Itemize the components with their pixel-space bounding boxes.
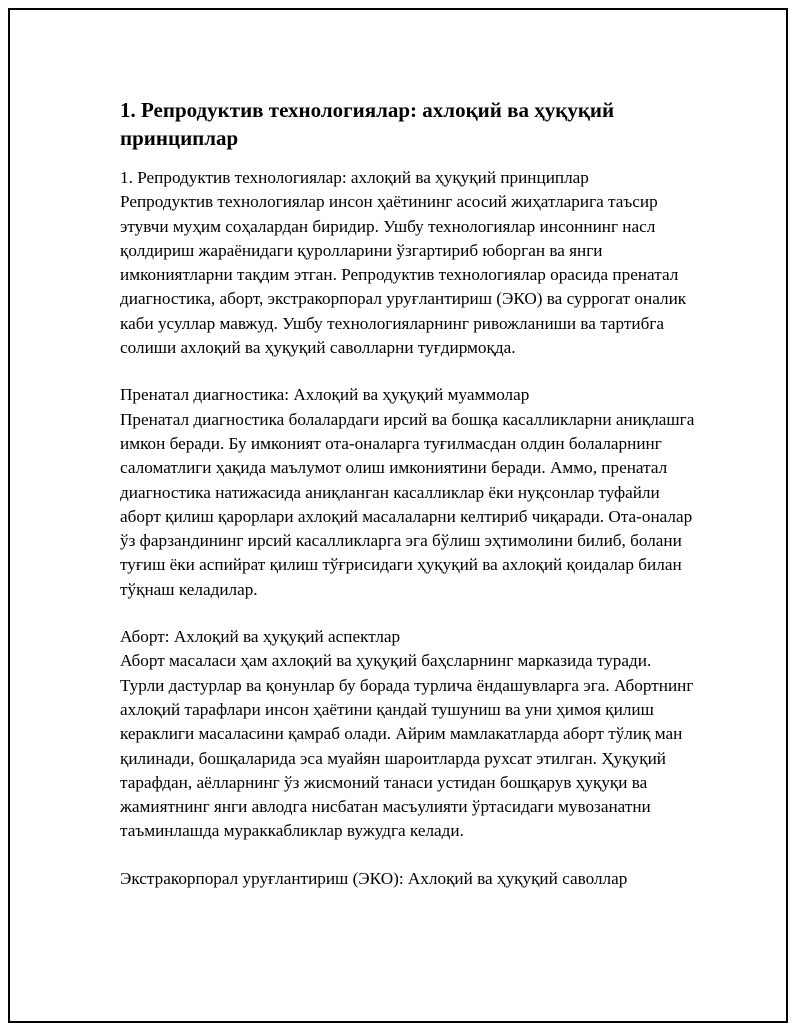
section-reproductive-technologies <box>120 166 695 360</box>
section-heading: Аборт: Ахлоқий ва ҳуқуқий аспектлар <box>120 627 401 647</box>
section-body: Пренатал диагностика болалардаги ирсий ва бошқа касалликларни аниқлашга имкон беради. Бу имконият ота-оналарга туғилмасдан олдин болаларнинг саломатлиги ҳақида маълумот олиш имкониятини беради. Аммо, пренатал диагностика натижасида аниқланган касалликлар ёки нуқсонлар туфайли аборт қилиш қарорлари ахлоқий масалаларни келтириб чиқаради. Ота-оналар ўз фарзандининг ирсий касалликларга эга бўлиш эҳтимолини билиб, болани туғиш ёки аспийрат қилиш тўғрисидаги ҳуқуқий ва ахлоқий қоидалар билан тўқнаш келадилар. <box>120 409 695 599</box>
section-ivf <box>120 867 695 891</box>
section-body: Аборт масаласи ҳам ахлоқий ва ҳуқуқий баҳсларнинг марказида туради. Турли дастурлар ва қонунлар бу борада турлича ёндашувларга эга. Абортнинг ахлоқий тарафлари инсон ҳаётини қандай тушуниш ва уни ҳимоя қилиш кераклиги масаласини қамраб олади. Айрим мамлакатларда аборт тўлиқ ман қилинади, бошқаларида эса муайян шароитларда рухсат этилган. Ҳуқуқий тарафдан, аёлларнинг ўз жисмоний танаси устидан бошқарув ҳуқуқи ва жамиятнинг янги авлодга нисбатан масъулияти ўртасидаги мувозанатни таъминлашда мураккабликлар вужудга келади. <box>120 651 694 841</box>
section-heading: Экстракорпорал уруғлантириш (ЭКО): Ахлоқий ва ҳуқуқий саволлар <box>120 868 628 888</box>
section-heading: Пренатал диагностика: Ахлоқий ва ҳуқуқий муаммолар <box>120 385 530 405</box>
document-title: 1. Репродуктив технологиялар: ахлоқий ва ҳуқуқий принциплар <box>120 98 615 150</box>
document-content <box>120 96 695 914</box>
document-page <box>8 8 788 1023</box>
section-heading: 1. Репродуктив технологиялар: ахлоқий ва ҳуқуқий принциплар <box>120 168 589 187</box>
section-abortion <box>120 625 695 844</box>
section-prenatal-diagnostics <box>120 383 695 602</box>
section-body: Репродуктив технологиялар инсон ҳаётининг асосий жиҳатларига таъсир этувчи муҳим соҳалардан биридир. Ушбу технологиялар инсоннинг насл қолдириш жараёнидаги қуролларини ўзгартириб юборган ва янги имкониятларни тақдим этган. Репродуктив технологиялар орасида пренатал диагностика, аборт, экстракорпорал уруғлантириш (ЭКО) ва суррогат оналик каби усуллар мавжуд. Ушбу технологияларнинг ривожланиши ва тартибга солиши ахлоқий ва ҳуқуқий саволларни туғдирмоқда. <box>120 192 687 358</box>
